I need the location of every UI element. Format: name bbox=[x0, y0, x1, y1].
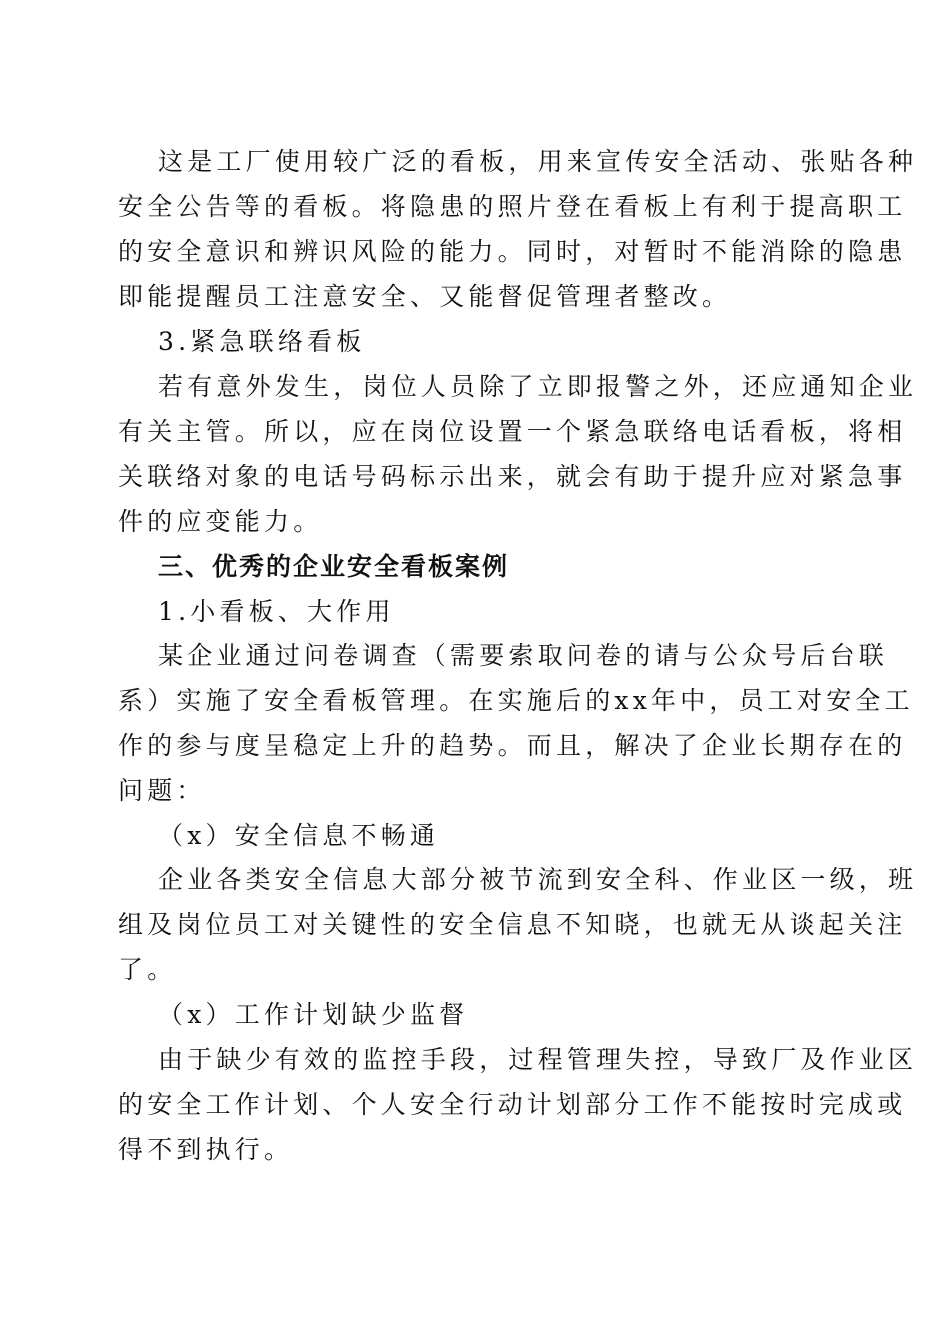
section-heading: 三、优秀的企业安全看板案例 bbox=[158, 552, 510, 581]
paragraph-line: 作的参与度呈稳定上升的趋势。而且，解决了企业长期存在的 bbox=[118, 731, 907, 760]
subheading-small-board: 1.小看板、大作用 bbox=[158, 597, 395, 626]
paragraph-line: 问题： bbox=[118, 776, 206, 805]
paragraph-line: 某企业通过问卷调查（需要索取问卷的请与公众号后台联 bbox=[158, 641, 889, 670]
paragraph-line: 得不到执行。 bbox=[118, 1135, 294, 1164]
paragraph-line: 有关主管。所以，应在岗位设置一个紧急联络电话看板，将相 bbox=[118, 417, 907, 446]
paragraph-line: 即能提醒员工注意安全、又能督促管理者整改。 bbox=[118, 282, 732, 311]
paragraph-line: 的安全工作计划、个人安全行动计划部分工作不能按时完成或 bbox=[118, 1090, 907, 1119]
paragraph-line: 安全公告等的看板。将隐患的照片登在看板上有利于提高职工 bbox=[118, 192, 907, 221]
paragraph-line: 由于缺少有效的监控手段，过程管理失控，导致厂及作业区 bbox=[158, 1045, 918, 1074]
subheading-emergency-board: 3.紧急联络看板 bbox=[158, 327, 366, 356]
paragraph-line: 了。 bbox=[118, 955, 177, 984]
paragraph-line: 这是工厂使用较广泛的看板，用来宣传安全活动、张贴各种 bbox=[158, 147, 918, 176]
paragraph-line: 的安全意识和辨识风险的能力。同时，对暂时不能消除的隐患 bbox=[118, 237, 907, 266]
paragraph-line: 关联络对象的电话号码标示出来，就会有助于提升应对紧急事 bbox=[118, 462, 907, 491]
list-item-heading: （x）工作计划缺少监督 bbox=[158, 1000, 469, 1029]
paragraph-line: 件的应变能力。 bbox=[118, 507, 323, 536]
paragraph-line: 组及岗位员工对关键性的安全信息不知晓，也就无从谈起关注 bbox=[118, 910, 907, 939]
list-item-heading: （x）安全信息不畅通 bbox=[158, 821, 440, 850]
paragraph-line: 若有意外发生，岗位人员除了立即报警之外，还应通知企业 bbox=[158, 372, 918, 401]
paragraph-line: 系）实施了安全看板管理。在实施后的xx年中，员工对安全工 bbox=[118, 686, 914, 715]
paragraph-line: 企业各类安全信息大部分被节流到安全科、作业区一级，班 bbox=[158, 865, 918, 894]
